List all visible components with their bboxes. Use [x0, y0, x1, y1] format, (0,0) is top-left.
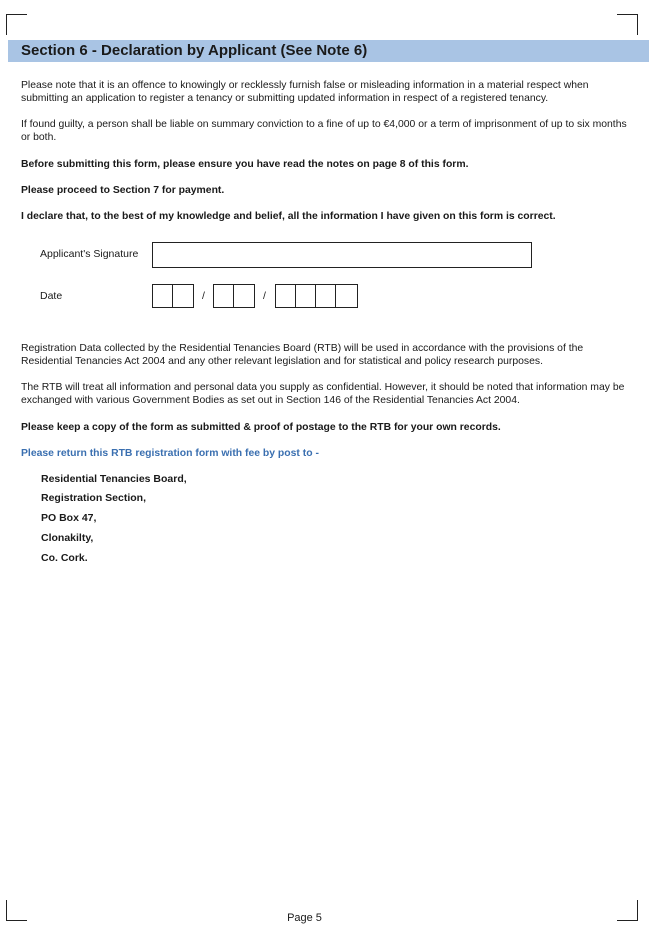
date-day-digit-2[interactable]: [173, 285, 193, 307]
signature-field[interactable]: [152, 242, 532, 268]
read-notes-instruction: Before submitting this form, please ensure you have read the notes on page 8 of this form.: [21, 159, 469, 170]
address-line: Registration Section,: [41, 492, 147, 504]
crop-mark-top-left: [6, 14, 27, 35]
address-line: Residential Tenancies Board,: [41, 473, 187, 485]
signature-label: Applicant's Signature: [40, 248, 139, 260]
date-month-digit-2[interactable]: [234, 285, 254, 307]
offence-notice: Please note that it is an offence to knowingly or recklessly furnish false or misleading information in a material respect when submitting an application to register a tenancy or submitting updated information in respect of a registered tenancy.: [21, 80, 589, 104]
date-year-digit-2[interactable]: [296, 285, 316, 307]
confidentiality-notice: The RTB will treat all information and personal data you supply as confidential. However, it should be noted that information may be exchanged with various Government Bodies as set out in Section 146 of the Residential Tenancies Act 2004.: [21, 382, 625, 406]
declaration-statement: I declare that, to the best of my knowledge and belief, all the information I have given on this form is correct.: [21, 211, 556, 222]
date-year-digit-4[interactable]: [336, 285, 356, 307]
section-title: Section 6 - Declaration by Applicant (See Note 6): [21, 42, 368, 59]
date-day-field[interactable]: [152, 284, 194, 308]
date-year-digit-3[interactable]: [316, 285, 336, 307]
date-separator-1: /: [202, 290, 205, 302]
return-instruction: Please return this RTB registration form with fee by post to -: [21, 448, 319, 459]
registration-data-notice: Registration Data collected by the Residential Tenancies Board (RTB) will be used in accordance with the provisions of the Residential Tenancies Act 2004 and any other relevant legislation and for statistical and policy research purposes.: [21, 343, 584, 367]
date-separator-2: /: [263, 290, 266, 302]
date-month-digit-1[interactable]: [214, 285, 234, 307]
crop-mark-top-right: [617, 14, 638, 35]
date-day-digit-1[interactable]: [153, 285, 173, 307]
date-year-digit-1[interactable]: [276, 285, 296, 307]
address-line: Co. Cork.: [41, 552, 88, 564]
page-number: Page 5: [287, 912, 322, 924]
penalty-notice: If found guilty, a person shall be liable on summary conviction to a fine of up to €4,000 or a term of imprisonment of up to six months or both.: [21, 119, 627, 143]
address-line: Clonakilty,: [41, 532, 94, 544]
date-year-field[interactable]: [275, 284, 358, 308]
date-label: Date: [40, 290, 63, 302]
section-header-band: [8, 40, 649, 62]
address-line: PO Box 47,: [41, 512, 97, 524]
date-month-field[interactable]: [213, 284, 255, 308]
proceed-instruction: Please proceed to Section 7 for payment.: [21, 185, 225, 196]
keep-copy-instruction: Please keep a copy of the form as submitted & proof of postage to the RTB for your own records.: [21, 422, 501, 433]
